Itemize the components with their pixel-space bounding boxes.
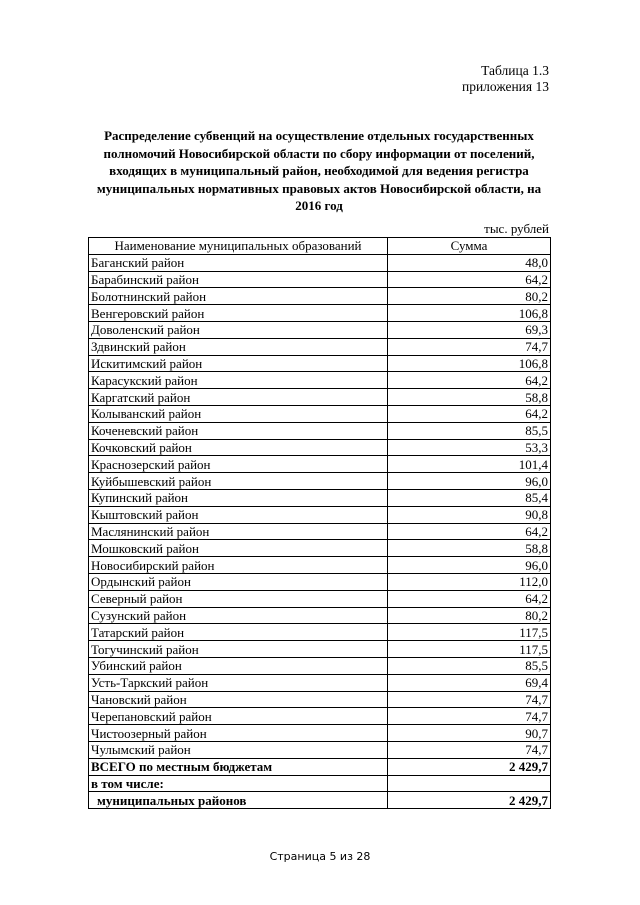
- municipality-name: Карасукский район: [89, 372, 388, 389]
- document-title: Распределение субвенций на осуществление отдельных государственных полномочий Новосибирской области по сбору информации от поселений, входящих в муниципальный район, необходимой для ведения регистра муниципальных нормативных правовых актов Новосибирской области, на 2016 год: [96, 128, 542, 213]
- municipality-name: Новосибирский район: [89, 557, 388, 574]
- table-header-row: [89, 238, 551, 255]
- subsidy-amount: 90,8: [388, 506, 551, 523]
- municipality-name: Коченевский район: [89, 422, 388, 439]
- municipality-name: Кочковский район: [89, 439, 388, 456]
- table-row: [89, 691, 551, 708]
- total-label: ВСЕГО по местным бюджетам: [89, 758, 388, 775]
- municipality-name: Венгеровский район: [89, 305, 388, 322]
- table-row: [89, 557, 551, 574]
- column-header-amount: Сумма: [388, 238, 551, 255]
- table-row: [89, 321, 551, 338]
- table-row: [89, 271, 551, 288]
- municipality-name: Колыванский район: [89, 405, 388, 422]
- table-row: [89, 641, 551, 658]
- municipality-name: Тогучинский район: [89, 641, 388, 658]
- table-row: [89, 624, 551, 641]
- subtotal-amount: 2 429,7: [388, 792, 551, 809]
- subsidy-amount: 64,2: [388, 372, 551, 389]
- table-row: [89, 456, 551, 473]
- municipality-name: Баганский район: [89, 254, 388, 271]
- table-row: [89, 540, 551, 557]
- subsidy-amount: 74,7: [388, 708, 551, 725]
- table-row: [89, 355, 551, 372]
- subsidy-amount: 117,5: [388, 641, 551, 658]
- subsidy-amount: 48,0: [388, 254, 551, 271]
- municipality-name: Куйбышевский район: [89, 473, 388, 490]
- table-row: [89, 506, 551, 523]
- municipality-name: Чистоозерный район: [89, 725, 388, 742]
- subsidy-amount: 53,3: [388, 439, 551, 456]
- municipality-name: Маслянинский район: [89, 523, 388, 540]
- appendix-number: приложения 13: [461, 79, 549, 94]
- subtotal-row: [89, 792, 551, 809]
- subsidy-amount: 64,2: [388, 271, 551, 288]
- subtotal-label: муниципальных районов: [89, 792, 388, 809]
- municipality-name: Болотнинский район: [89, 288, 388, 305]
- subsidy-amount: 85,5: [388, 657, 551, 674]
- including-amount: [388, 775, 551, 792]
- table-row: [89, 607, 551, 624]
- table-row: [89, 389, 551, 406]
- subsidy-amount: 80,2: [388, 288, 551, 305]
- table-row: [89, 657, 551, 674]
- subsidy-amount: 74,7: [388, 691, 551, 708]
- subsidy-amount: 106,8: [388, 355, 551, 372]
- table-row: [89, 741, 551, 758]
- table-number: Таблица 1.3: [481, 63, 549, 78]
- municipality-name: Убинский район: [89, 657, 388, 674]
- table-row: [89, 489, 551, 506]
- subsidy-amount: 74,7: [388, 741, 551, 758]
- column-header-name: Наименование муниципальных образований: [89, 238, 388, 255]
- subsidy-amount: 85,5: [388, 422, 551, 439]
- subsidy-amount: 96,0: [388, 473, 551, 490]
- municipality-name: Барабинский район: [89, 271, 388, 288]
- subsidy-amount: 64,2: [388, 523, 551, 540]
- subsidy-amount: 96,0: [388, 557, 551, 574]
- subsidy-amount: 112,0: [388, 573, 551, 590]
- subsidy-amount: 64,2: [388, 405, 551, 422]
- table-row: [89, 439, 551, 456]
- subsidy-amount: 106,8: [388, 305, 551, 322]
- table-row: [89, 473, 551, 490]
- including-row: [89, 775, 551, 792]
- subsidy-amount: 74,7: [388, 338, 551, 355]
- municipality-name: Мошковский район: [89, 540, 388, 557]
- municipality-name: Купинский район: [89, 489, 388, 506]
- units-label: тыс. рублей: [484, 221, 549, 236]
- subsidy-amount: 64,2: [388, 590, 551, 607]
- municipality-name: Кыштовский район: [89, 506, 388, 523]
- table-row: [89, 305, 551, 322]
- table-row: [89, 405, 551, 422]
- municipality-name: Здвинский район: [89, 338, 388, 355]
- municipality-name: Северный район: [89, 590, 388, 607]
- total-row: [89, 758, 551, 775]
- table-row: [89, 288, 551, 305]
- municipality-name: Черепановский район: [89, 708, 388, 725]
- table-row: [89, 725, 551, 742]
- table-row: [89, 254, 551, 271]
- municipality-name: Чановский район: [89, 691, 388, 708]
- table-row: [89, 708, 551, 725]
- table-reference: [462, 63, 549, 95]
- municipality-name: Татарский район: [89, 624, 388, 641]
- total-amount: 2 429,7: [388, 758, 551, 775]
- subsidy-amount: 101,4: [388, 456, 551, 473]
- municipality-name: Доволенский район: [89, 321, 388, 338]
- subsidy-amount: 69,3: [388, 321, 551, 338]
- subsidy-amount: 58,8: [388, 540, 551, 557]
- table-row: [89, 590, 551, 607]
- subsidy-amount: 90,7: [388, 725, 551, 742]
- subsidy-amount: 85,4: [388, 489, 551, 506]
- municipality-name: Каргатский район: [89, 389, 388, 406]
- subsidy-amount: 117,5: [388, 624, 551, 641]
- municipality-name: Краснозерский район: [89, 456, 388, 473]
- subsidy-table: [88, 237, 551, 809]
- municipality-name: Чулымский район: [89, 741, 388, 758]
- table-row: [89, 422, 551, 439]
- municipality-name: Усть-Таркский район: [89, 674, 388, 691]
- subsidy-amount: 69,4: [388, 674, 551, 691]
- municipality-name: Сузунский район: [89, 607, 388, 624]
- table-row: [89, 338, 551, 355]
- including-label: в том числе:: [89, 775, 388, 792]
- page-number: Страница 5 из 28: [269, 850, 371, 863]
- table-row: [89, 573, 551, 590]
- subsidy-amount: 58,8: [388, 389, 551, 406]
- municipality-name: Ордынский район: [89, 573, 388, 590]
- table-row: [89, 523, 551, 540]
- table-row: [89, 674, 551, 691]
- municipality-name: Искитимский район: [89, 355, 388, 372]
- table-row: [89, 372, 551, 389]
- subsidy-amount: 80,2: [388, 607, 551, 624]
- table-body: [89, 254, 551, 758]
